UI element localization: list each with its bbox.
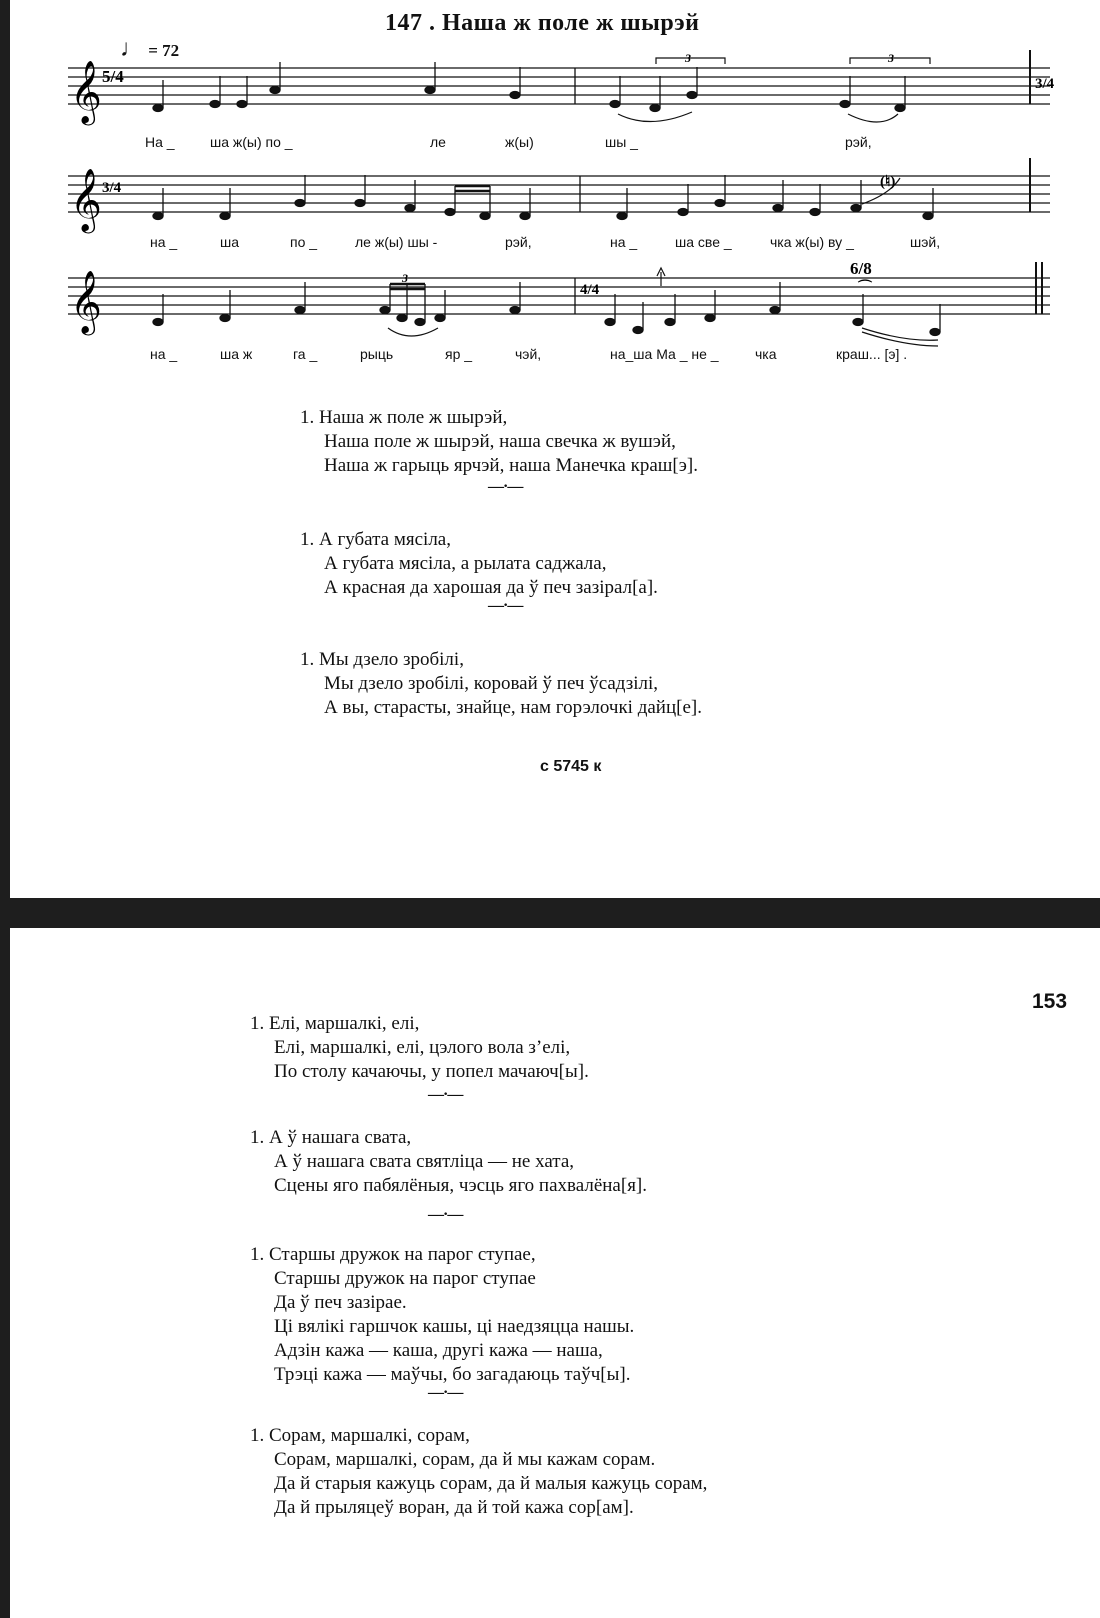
stanza-7: [250, 1424, 707, 1520]
stanza-4: [250, 1012, 589, 1084]
syllable: яр _: [445, 346, 473, 362]
stanza-5: [250, 1126, 647, 1198]
stanza-line: Наша поле ж шырэй, наша свечка ж вушэй,: [324, 431, 676, 452]
music-staff-2: [10, 150, 1100, 240]
syllable: шы _: [605, 134, 638, 150]
stanza-line: Да й старыя кажуць сорам, да й малыя кажуць сорам,: [274, 1473, 708, 1494]
song-title: 147 . Наша ж поле ж шырэй: [385, 10, 700, 36]
syllable: рэй,: [845, 134, 872, 150]
stanza-line: 1. А губата мясіла,: [300, 529, 451, 550]
stanza-line: По столу качаючы, у попел мачаюч[ы].: [274, 1061, 589, 1082]
stanza-line: А красная да харошая да ў печ зазірал[а].: [324, 577, 658, 598]
stanza-line: Да й прыляцеў воран, да й той кажа сор[ам].: [274, 1497, 634, 1518]
stanza-line: Трэці кажа — маўчы, бо загадаюць таўч[ы].: [274, 1364, 631, 1385]
stanza-line: Адзін кажа — каша, другі кажа — наша,: [274, 1340, 603, 1361]
syllable: ле: [430, 134, 446, 150]
triplet-mark: 3: [888, 51, 894, 65]
syllable: чка ж(ы) ву _: [770, 234, 854, 250]
triplet-mark: 3: [402, 271, 408, 285]
grace-note-natural: (♮): [880, 174, 896, 190]
stanza-6: [250, 1243, 634, 1387]
syllable: на_ша Ма _ не _: [610, 346, 719, 362]
lyrics-line-3: [10, 346, 1100, 366]
stanza-line: А вы, старасты, знайце, нам горэлочкі дайц[е].: [324, 697, 702, 718]
lyrics-line-2: [10, 234, 1100, 254]
stanza-1: [300, 406, 698, 478]
stanza-separator: —·—: [488, 597, 523, 614]
stanza-line: Ці вялікі гаршчок кашы, ці наедзяцца нашы.: [274, 1316, 635, 1337]
stanza-line: 1. Старшы дружок на парог ступае,: [250, 1244, 536, 1265]
notes-staff-2: [153, 175, 933, 220]
syllable: На _: [145, 134, 175, 150]
page-number: 153: [1032, 990, 1068, 1013]
syllable: ле ж(ы) шы -: [355, 234, 438, 250]
stanza-line: 1. Мы дзело зробілі,: [300, 649, 464, 670]
syllable: на _: [150, 346, 178, 362]
time-signature-3-4: 3/4: [1035, 76, 1055, 92]
page-top: [10, 0, 1100, 898]
syllable: рыць: [360, 346, 394, 362]
treble-clef-icon: 𝄞: [70, 270, 102, 333]
time-signature-6-8: 6/8: [850, 259, 872, 278]
stanza-line: А ў нашага свата святліца — не хата,: [274, 1151, 575, 1172]
stanza-line: А губата мясіла, а рылата саджала,: [324, 553, 607, 574]
stanza-separator: —·—: [428, 1206, 463, 1223]
stanza-line: Да ў печ зазірае.: [274, 1292, 407, 1313]
catalog-code: с 5745 к: [540, 758, 602, 775]
stanza-line: Мы дзело зробілі, коровай ў печ ўсадзілі,: [324, 673, 659, 694]
notes-staff-3: [153, 282, 940, 336]
syllable: краш... [э] .: [836, 346, 908, 362]
stanza-separator: —·—: [428, 1384, 463, 1401]
music-staff-3: [10, 252, 1100, 352]
syllable: чэй,: [515, 346, 542, 362]
syllable: чка: [755, 346, 777, 362]
stanza-line: Елі, маршалкі, елі, цэлого вола з’елі,: [274, 1037, 571, 1058]
syllable: ж(ы): [505, 134, 534, 150]
treble-clef-icon: 𝄞: [70, 168, 102, 231]
stanza-separator: —·—: [428, 1086, 463, 1103]
syllable: шэй,: [910, 234, 941, 250]
time-signature-4-4: 4/4: [580, 282, 600, 298]
stanza-2: [300, 528, 658, 600]
tempo-value: = 72: [148, 41, 180, 60]
fermata-icon: ⌒: [858, 281, 872, 296]
syllable: на _: [610, 234, 638, 250]
syllable: ша: [220, 234, 240, 250]
stanza-line: 1. А ў нашага свата,: [250, 1127, 412, 1148]
syllable: ша ж(ы) по _: [210, 134, 293, 150]
syllable: ша ж: [220, 346, 253, 362]
stanza-3: [300, 648, 702, 720]
syllable: рэй,: [505, 234, 532, 250]
syllable: по _: [290, 234, 318, 250]
stanza-line: Старшы дружок на парог ступае: [274, 1268, 536, 1289]
stanza-line: Сорам, маршалкі, сорам, да й мы кажам сорам.: [274, 1449, 656, 1470]
page-bottom: [10, 928, 1100, 1618]
triplet-mark: 3: [685, 51, 691, 65]
quarter-note-icon: ♩: [120, 36, 144, 62]
stanza-separator: —·—: [488, 478, 523, 495]
stanza-line: 1. Елі, маршалкі, елі,: [250, 1013, 420, 1034]
music-staff-1: [10, 50, 1100, 140]
stanza-line: Наша ж гарыць ярчэй, наша Манечка краш[э].: [324, 455, 698, 476]
stanza-line: Сцены яго пабялёныя, чэсць яго пахвалёна[я].: [274, 1175, 648, 1196]
time-signature-5-4: 5/4: [102, 67, 124, 86]
stanza-line: 1. Наша ж поле ж шырэй,: [300, 407, 508, 428]
syllable: га _: [293, 346, 318, 362]
treble-clef-icon: 𝄞: [70, 60, 102, 123]
syllable: на _: [150, 234, 178, 250]
time-signature-3-4: 3/4: [102, 180, 122, 196]
syllable: ша све _: [675, 234, 732, 250]
stanza-line: 1. Сорам, маршалкі, сорам,: [250, 1425, 470, 1446]
